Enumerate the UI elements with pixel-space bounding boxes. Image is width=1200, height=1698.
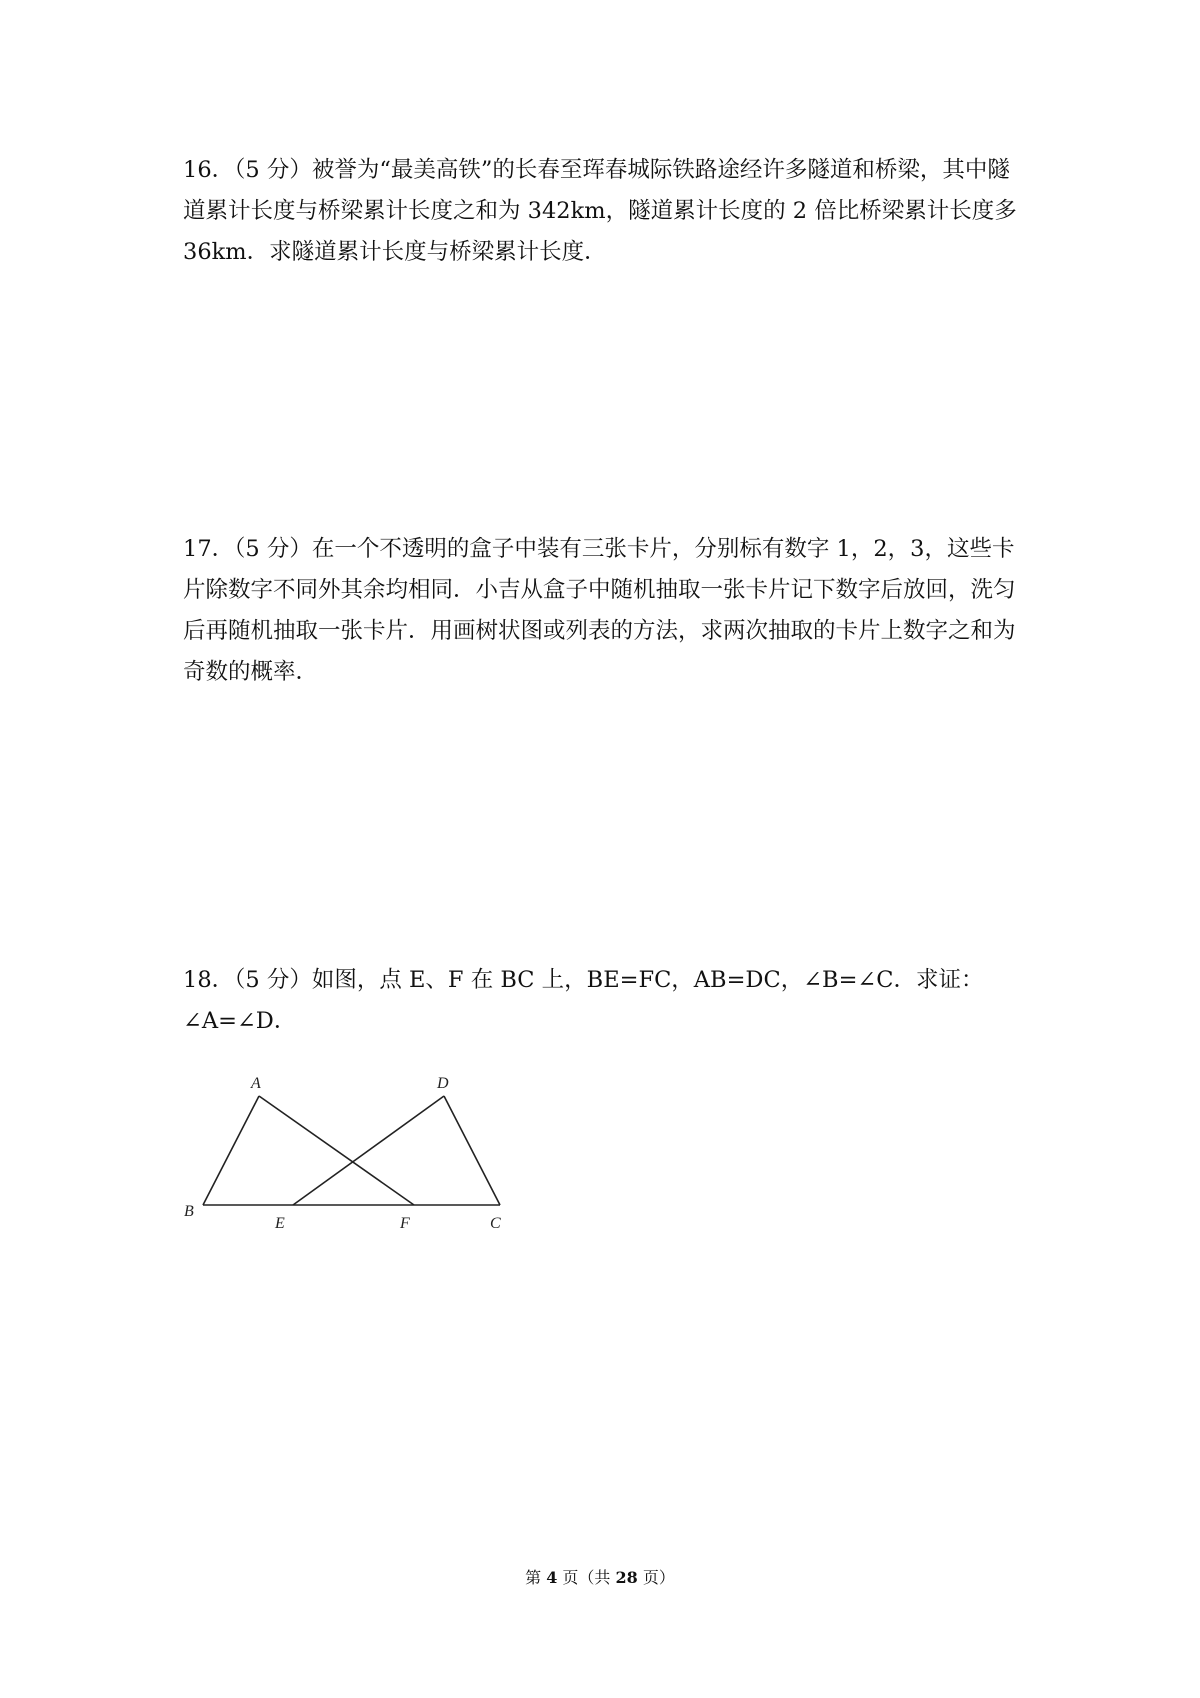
label-d: D [437, 1075, 449, 1092]
label-e: E [275, 1215, 285, 1232]
footer-page-number: 4 [546, 1568, 558, 1587]
footer-suffix: 页） [642, 1568, 675, 1587]
question-16 [183, 150, 1028, 273]
question-18 [183, 960, 1028, 1042]
question-16-text: 16．（5 分）被誉为“最美高铁”的长春至珲春城际铁路途经许多隧道和桥梁，其中隧道累计长度与桥梁累计长度之和为 342km，隧道累计长度的 2 倍比桥梁累计长度多 36km．求隧道累计长度与桥梁累计长度． [183, 157, 1017, 265]
question-18-text: 18．（5 分）如图，点 E、F 在 BC 上，BE=FC，AB=DC，∠B=∠C．求证：∠A=∠D． [183, 967, 984, 1034]
geometry-figure-svg [178, 1062, 518, 1237]
segment-af [259, 1096, 414, 1205]
footer-prefix: 第 [525, 1568, 542, 1587]
footer-middle: 页（共 [562, 1568, 611, 1587]
label-a: A [251, 1075, 261, 1092]
segment-de [293, 1096, 444, 1205]
label-b: B [184, 1203, 194, 1220]
label-c: C [490, 1215, 501, 1232]
geometry-figure [178, 1062, 518, 1237]
footer-total-pages: 28 [615, 1568, 638, 1587]
question-17 [183, 529, 1028, 693]
segment-dc [444, 1096, 500, 1205]
label-f: F [400, 1215, 410, 1232]
segment-ab [203, 1096, 259, 1205]
question-17-text: 17．（5 分）在一个不透明的盒子中装有三张卡片，分别标有数字 1，2，3，这些卡片除数字不同外其余均相同．小吉从盒子中随机抽取一张卡片记下数字后放回，洗匀后再随机抽取一张卡片．用画树状图或列表的方法，求两次抽取的卡片上数字之和为奇数的概率． [183, 536, 1016, 685]
page-footer [0, 1565, 1200, 1588]
